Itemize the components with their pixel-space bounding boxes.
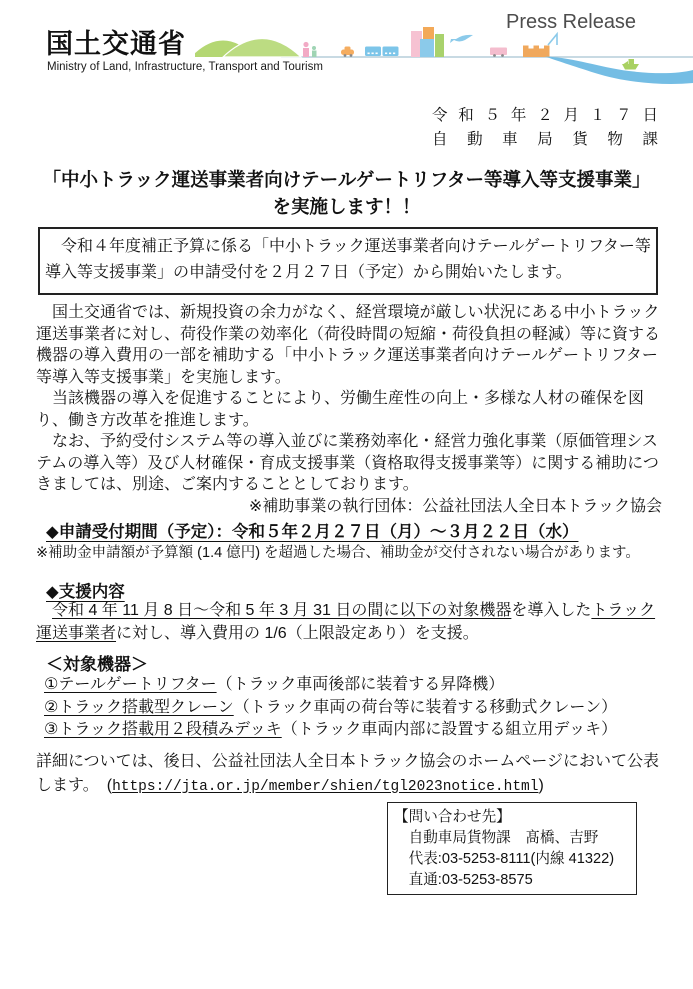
hills-graphic (195, 39, 301, 58)
factory-crane-icon (523, 34, 557, 57)
equipment-item-2 (44, 697, 617, 720)
details-text (36, 750, 662, 799)
equipment-item-1-desc: （トラック車両後部に装着する昇降機） (216, 676, 505, 693)
airplane-icon (450, 35, 473, 43)
equipment-list (44, 674, 617, 742)
car-icon (341, 47, 354, 57)
contact-phone-main: 代表:03-5253-8111(内線 41322) (394, 851, 615, 867)
application-period-heading: ◆申請受付期間（予定）：令和５年２月２７日（月）～３月２２日（水） (46, 523, 579, 541)
buildings-icon (411, 27, 444, 57)
header-illustration (195, 24, 693, 86)
contact-heading: 【問い合わせ先】 (394, 809, 511, 825)
document-title-line1: 「中小トラック運送事業者向けテールゲートリフター等導入等支援事業」 (42, 169, 651, 190)
issuing-department: 自動車局貨物課 (432, 130, 658, 148)
ministry-logo-text: 国土交通省 (46, 29, 186, 59)
body-text (36, 302, 662, 517)
support-underlined-operators: トラック運送事業者 (36, 602, 656, 642)
people-icons (303, 42, 317, 57)
equipment-heading: ＜対象機器＞ (46, 655, 148, 674)
equipment-item-2-desc: （トラック車両の荷台等に装着する移動式クレーン） (233, 698, 618, 716)
application-period-note: ※補助金申請額が予算額 (1.4 億円) を超過した場合、補助金が交付されない場合があります。 (36, 545, 640, 561)
document-title (0, 166, 693, 220)
equipment-item-3-desc: （トラック車両内部に設置する組立用デッキ） (281, 721, 618, 738)
contact-department: 自動車局貨物課 髙橋、吉野 (394, 830, 599, 846)
jta-notice-link[interactable]: https://jta.or.jp/member/shien/tgl2023notice.html (112, 778, 539, 795)
truck-icon (490, 48, 507, 57)
support-content-description (36, 599, 662, 645)
equipment-item-3 (44, 719, 617, 742)
details-after-url: ) (538, 776, 544, 794)
document-title-line2: を実施します！！ (272, 196, 421, 217)
equipment-item-3-name: ③トラック搭載用２段積みデッキ (44, 721, 282, 738)
sea-graphic (545, 57, 693, 84)
train-icon (365, 47, 399, 57)
equipment-item-1-name: ①テールゲートリフター (44, 676, 217, 693)
dateline (432, 104, 658, 151)
press-release-label: Press Release (506, 11, 637, 33)
body-paragraph-1: 国土交通省では、新規投資の余力がなく、経営環境が厳しい状況にある中小トラック運送事業者に対し、荷役作業の効率化（荷役時間の短縮・荷役負担の軽減）等に資する機器の導入費用の一部を補助する「中小トラック運送事業者向けテールゲートリフター等導入等支援事業」を実施します。 (36, 304, 661, 386)
contact-box (387, 802, 637, 895)
release-date: 令和５年２月１７日 (432, 107, 658, 124)
support-middle-text: を導入した (511, 602, 592, 619)
support-content-heading: ◆支援内容 (46, 583, 125, 601)
support-underlined-period: 令和 4 年 11 月 8 日～令和 5 年 3 月 31 日の間に以下の対象機器 (52, 602, 512, 619)
ship-icon (622, 59, 639, 70)
support-indent (36, 602, 52, 619)
contact-phone-direct: 直通:03-5253-8575 (394, 872, 533, 888)
summary-box: 令和４年度補正予算に係る「中小トラック運送事業者向けテールゲートリフター等導入等支援事業」の申請受付を２月２７日（予定）から開始いたします。 (38, 227, 658, 295)
equipment-item-2-name: ②トラック搭載型クレーン (44, 698, 234, 716)
details-before-url: 詳細については、後日、公益社団法人全日本トラック協会のホームページにおいて公表します。 ( (36, 753, 660, 794)
executor-note: ※補助事業の執行団体：公益社団法人全日本トラック協会 (248, 497, 662, 515)
ministry-name-english: Ministry of Land, Infrastructure, Transport and Tourism (47, 61, 323, 73)
body-paragraph-2: 当該機器の導入を促進することにより、労働生産性の向上・多様な人材の確保を図り、働き方改革を推進します。 (36, 390, 645, 429)
support-rest-text: に対し、導入費用の 1/6（上限設定あり）を支援。 (116, 625, 479, 642)
equipment-item-1 (44, 674, 617, 697)
body-paragraph-3: なお、予約受付システム等の導入並びに業務効率化・経営力強化事業（原価管理システムの導入等）及び人材確保・育成支援事業（資格取得支援事業等）に関する補助につきましては、別途、ご案内することとしております。 (36, 433, 659, 493)
